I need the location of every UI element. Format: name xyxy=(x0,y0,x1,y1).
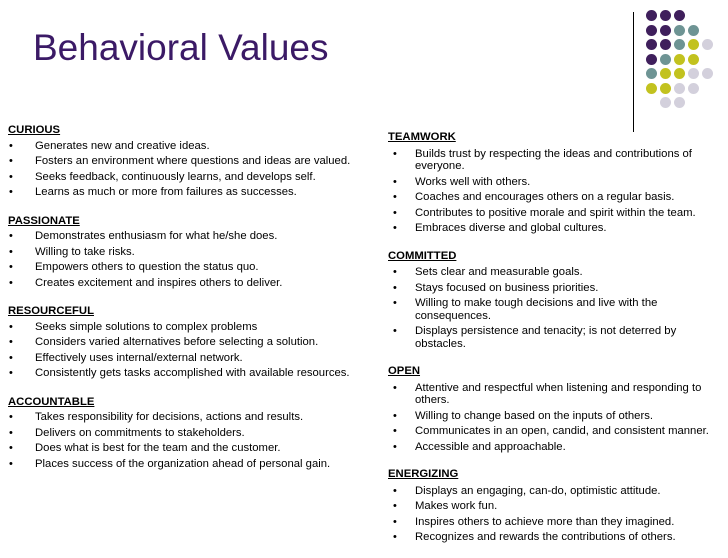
list-item: • Accessible and approachable. xyxy=(393,440,566,453)
bullet-icon: • xyxy=(393,440,397,453)
bullet-icon: • xyxy=(393,206,397,219)
section-heading: ACCOUNTABLE xyxy=(8,395,95,408)
list-item: • Stays focused on business priorities. xyxy=(393,281,599,294)
value-list xyxy=(388,382,724,454)
bullet-icon: • xyxy=(393,381,397,394)
bullet-icon: • xyxy=(393,147,397,160)
bullet-icon: • xyxy=(9,367,13,379)
bullet-icon: • xyxy=(393,175,397,188)
list-item: • Willing to change based on the inputs of others. xyxy=(393,409,654,422)
decorative-dot xyxy=(660,25,671,36)
bullet-icon: • xyxy=(393,515,397,528)
list-item: • Makes work fun. xyxy=(393,500,498,512)
decorative-dot xyxy=(646,54,657,65)
list-item: • Does what is best for the team and the customer. xyxy=(9,442,281,454)
list-item: • Demonstrates enthusiasm for what he/she does. xyxy=(9,230,278,242)
bullet-icon: • xyxy=(9,170,13,183)
value-list xyxy=(388,148,724,235)
bullet-icon: • xyxy=(9,442,13,454)
list-item: • Contributes to positive morale and spirit within the team. xyxy=(393,206,696,219)
bullet-icon: • xyxy=(9,320,13,333)
section-curious xyxy=(8,123,380,200)
list-item: • Coaches and encourages others on a regular basis. xyxy=(393,191,675,203)
bullet-icon: • xyxy=(9,186,13,198)
decorative-dot xyxy=(674,97,685,108)
list-item: • Seeks simple solutions to complex problems xyxy=(9,320,258,333)
decorative-dot xyxy=(660,68,671,79)
decorative-divider-line xyxy=(633,12,634,132)
bullet-icon: • xyxy=(9,411,13,423)
bullet-icon: • xyxy=(9,245,13,258)
bullet-icon: • xyxy=(393,297,397,309)
decorative-dot xyxy=(660,83,671,94)
section-passionate xyxy=(8,214,380,291)
bullet-icon: • xyxy=(9,351,13,364)
decorative-dot xyxy=(674,10,685,21)
slide-title: Behavioral Values xyxy=(33,27,329,68)
bullet-icon: • xyxy=(393,281,397,294)
list-item: • Considers varied alternatives before selecting a solution. xyxy=(9,336,319,348)
bullet-icon: • xyxy=(9,276,13,289)
bullet-icon: • xyxy=(393,409,397,422)
decorative-dot xyxy=(688,25,699,36)
bullet-icon: • xyxy=(393,266,397,278)
list-item: • Willing to take risks. xyxy=(9,245,135,258)
bullet-icon: • xyxy=(9,230,13,242)
bullet-icon: • xyxy=(9,139,13,152)
section-committed xyxy=(388,249,724,351)
value-list xyxy=(388,485,724,544)
section-heading: OPEN xyxy=(388,365,421,377)
list-item: • Fosters an environment where questions and ideas are valued. xyxy=(9,155,351,167)
bullet-icon: • xyxy=(393,484,397,497)
bullet-icon: • xyxy=(393,500,397,512)
decorative-dot xyxy=(674,54,685,65)
left-values-column xyxy=(8,123,380,485)
list-item: • Delivers on commitments to stakeholders. xyxy=(9,426,245,439)
section-heading: CURIOUS xyxy=(8,124,61,136)
list-item: • Works well with others. xyxy=(393,175,531,188)
bullet-icon: • xyxy=(393,191,397,203)
decorative-dot xyxy=(646,10,657,21)
right-values-column xyxy=(388,130,724,558)
decorative-dot-grid xyxy=(646,10,726,120)
list-item: • Creates excitement and inspires others to deliver. xyxy=(9,276,283,289)
decorative-dot xyxy=(660,39,671,50)
list-item: • Learns as much or more from failures as successes. xyxy=(9,186,297,198)
bullet-icon: • xyxy=(393,531,397,543)
decorative-dot xyxy=(660,10,671,21)
bullet-icon: • xyxy=(393,325,397,337)
list-item: • Communicates in an open, candid, and consistent manner. xyxy=(393,425,709,437)
list-item: • Displays an engaging, can-do, optimistic attitude. xyxy=(393,484,661,497)
list-item: • Attentive and respectful when listening and responding to others. xyxy=(393,381,702,406)
list-item: • Takes responsibility for decisions, actions and results. xyxy=(9,411,304,423)
value-list xyxy=(8,320,380,381)
decorative-dot xyxy=(688,68,699,79)
list-item: • Consistently gets tasks accomplished with available resources. xyxy=(9,367,350,379)
decorative-dot xyxy=(646,68,657,79)
decorative-dot xyxy=(688,39,699,50)
decorative-dot xyxy=(702,68,713,79)
section-heading: ENERGIZING xyxy=(388,468,459,480)
decorative-dot xyxy=(646,83,657,94)
section-resourceful xyxy=(8,304,380,381)
bullet-icon: • xyxy=(393,222,397,234)
bullet-icon: • xyxy=(393,425,397,437)
value-list xyxy=(8,410,380,471)
decorative-dot xyxy=(646,39,657,50)
list-item: • Embraces diverse and global cultures. xyxy=(393,222,607,234)
section-heading: RESOURCEFUL xyxy=(8,305,94,317)
decorative-dot xyxy=(702,39,713,50)
list-item: • Generates new and creative ideas. xyxy=(9,139,210,152)
section-teamwork xyxy=(388,130,724,235)
section-heading: TEAMWORK xyxy=(388,131,456,143)
list-item: • Inspires others to achieve more than they imagined. xyxy=(393,515,675,528)
section-heading: PASSIONATE xyxy=(8,214,80,227)
section-heading: COMMITTED xyxy=(388,249,457,262)
bullet-icon: • xyxy=(9,457,13,470)
decorative-dot xyxy=(674,83,685,94)
decorative-dot xyxy=(688,54,699,65)
bullet-icon: • xyxy=(9,155,13,167)
bullet-icon: • xyxy=(9,336,13,348)
decorative-dot xyxy=(646,25,657,36)
decorative-dot xyxy=(674,25,685,36)
decorative-dot xyxy=(660,97,671,108)
decorative-dot xyxy=(674,68,685,79)
list-item: • Seeks feedback, continuously learns, and develops self. xyxy=(9,170,316,183)
list-item: • Empowers others to question the status quo. xyxy=(9,261,259,273)
bullet-icon: • xyxy=(9,426,13,439)
section-energizing xyxy=(388,467,724,544)
bullet-icon: • xyxy=(9,261,13,273)
decorative-dot xyxy=(688,83,699,94)
list-item: • Places success of the organization ahead of personal gain. xyxy=(9,457,331,470)
list-item: • Willing to make tough decisions and live with the consequences. xyxy=(393,297,658,322)
list-item: • Effectively uses internal/external network. xyxy=(9,351,243,364)
value-list xyxy=(388,266,724,350)
value-list xyxy=(8,229,380,290)
list-item: • Displays persistence and tenacity; is not deterred by obstacles. xyxy=(393,325,677,350)
list-item: • Builds trust by respecting the ideas and contributions of everyone. xyxy=(393,147,692,172)
list-item: • Recognizes and rewards the contributions of others. xyxy=(393,531,676,543)
decorative-dot xyxy=(674,39,685,50)
list-item: • Sets clear and measurable goals. xyxy=(393,266,583,278)
decorative-dot xyxy=(660,54,671,65)
section-open xyxy=(388,364,724,453)
value-list xyxy=(8,139,380,200)
section-accountable xyxy=(8,395,380,472)
